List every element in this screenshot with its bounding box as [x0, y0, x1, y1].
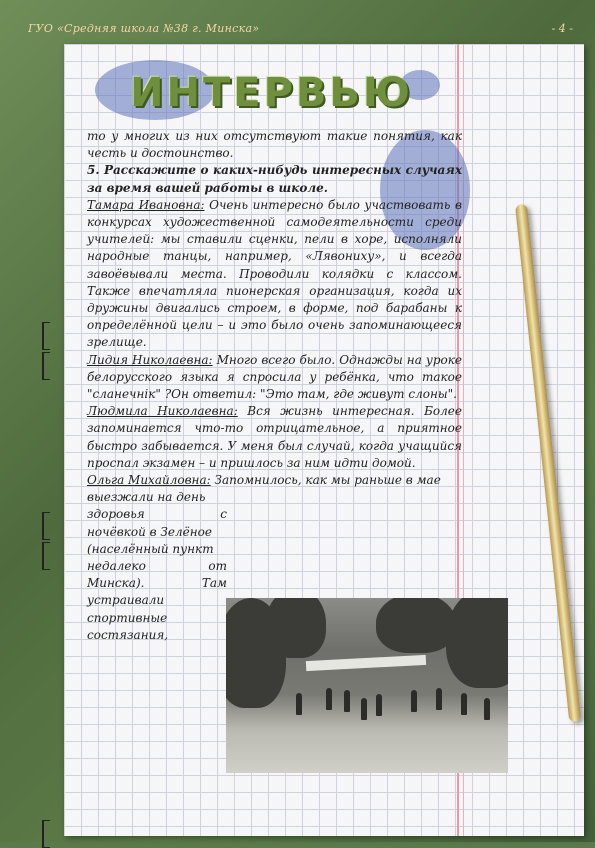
banner — [306, 655, 426, 671]
speaker-name: Людмила Николаевна: — [87, 404, 238, 419]
tree — [266, 598, 326, 658]
binding-mark — [42, 322, 50, 350]
answer-olga-column — [87, 489, 227, 644]
speaker-name: Лидия Николаевна: — [87, 352, 213, 367]
person — [461, 693, 467, 715]
answer-lyudmila — [87, 403, 462, 472]
answer-line: состязания, — [87, 627, 169, 642]
answer-olga — [87, 472, 462, 489]
person — [361, 698, 367, 720]
person — [344, 690, 350, 712]
archive-photo — [226, 598, 508, 773]
answer-line: недалеко от — [87, 559, 227, 574]
binding-mark — [42, 512, 50, 540]
answer-line: ночёвкой в Зелёное — [87, 524, 212, 539]
speaker-name: Тамара Ивановна: — [87, 197, 205, 212]
answer-line: Минска). Там — [87, 576, 227, 591]
answer-text: Запомнилось, как мы раньше в мае — [210, 473, 441, 488]
tree — [446, 598, 508, 688]
person — [376, 694, 382, 716]
question-5: 5. Расскажите о каких-нибудь интересных случаях за время вашей работы в школе. — [87, 163, 462, 195]
page-title: ИНТЕРВЬЮ — [130, 70, 413, 116]
school-name: ГУО «Средняя школа №38 г. Минска» — [28, 22, 260, 35]
person — [411, 690, 417, 712]
answer-line: (населённый пункт — [87, 541, 214, 556]
person — [436, 688, 442, 710]
person — [326, 688, 332, 710]
paragraph: то у многих из них отсутствуют такие понятия, как честь и достоинство. — [87, 129, 462, 161]
answer-line: здоровья с — [87, 507, 227, 522]
page-number: - 4 - — [551, 22, 573, 35]
person — [484, 698, 490, 720]
answer-tamara — [87, 197, 462, 352]
binding-mark — [42, 820, 50, 848]
answer-lidia — [87, 352, 462, 404]
speaker-name: Ольга Михайловна: — [87, 473, 211, 488]
answer-text: Много всего было. Однажды на уроке белорусского языка я спросила у ребёнка, что такое "сланечнік" ?Он ответил: "Это там, где живут слоны". — [87, 352, 462, 402]
answer-line: выезжали на день — [87, 490, 206, 505]
person — [296, 693, 302, 715]
binding-mark — [42, 352, 50, 380]
answer-text: Вся жизнь интересная. Более запоминается что-то отрицательное, а приятное быстро забывается. У меня был случай, когда учащийся проспал экзамен – и пришлось за ним идти домой. — [87, 404, 462, 470]
page-header — [8, 18, 587, 44]
answer-line: спортивные — [87, 610, 168, 625]
answer-text: Очень интересно было участвовать в конкурсах художественной самодеятельности среди учителей: мы ставили сценки, пели в хоре, исполняли народные танцы, например, «Лявониху», и всегда завоёвывали места. Проводили колядки с классом. Также впечатляла пионерская организация, когда их дружины двигались строем, в форме, под барабаны к определённой цели – и это было очень запоминающееся зрелище. — [87, 197, 463, 350]
tree — [376, 598, 456, 653]
interview-text — [87, 128, 462, 644]
answer-line: устраивали — [87, 593, 165, 608]
binding-mark — [42, 542, 50, 570]
